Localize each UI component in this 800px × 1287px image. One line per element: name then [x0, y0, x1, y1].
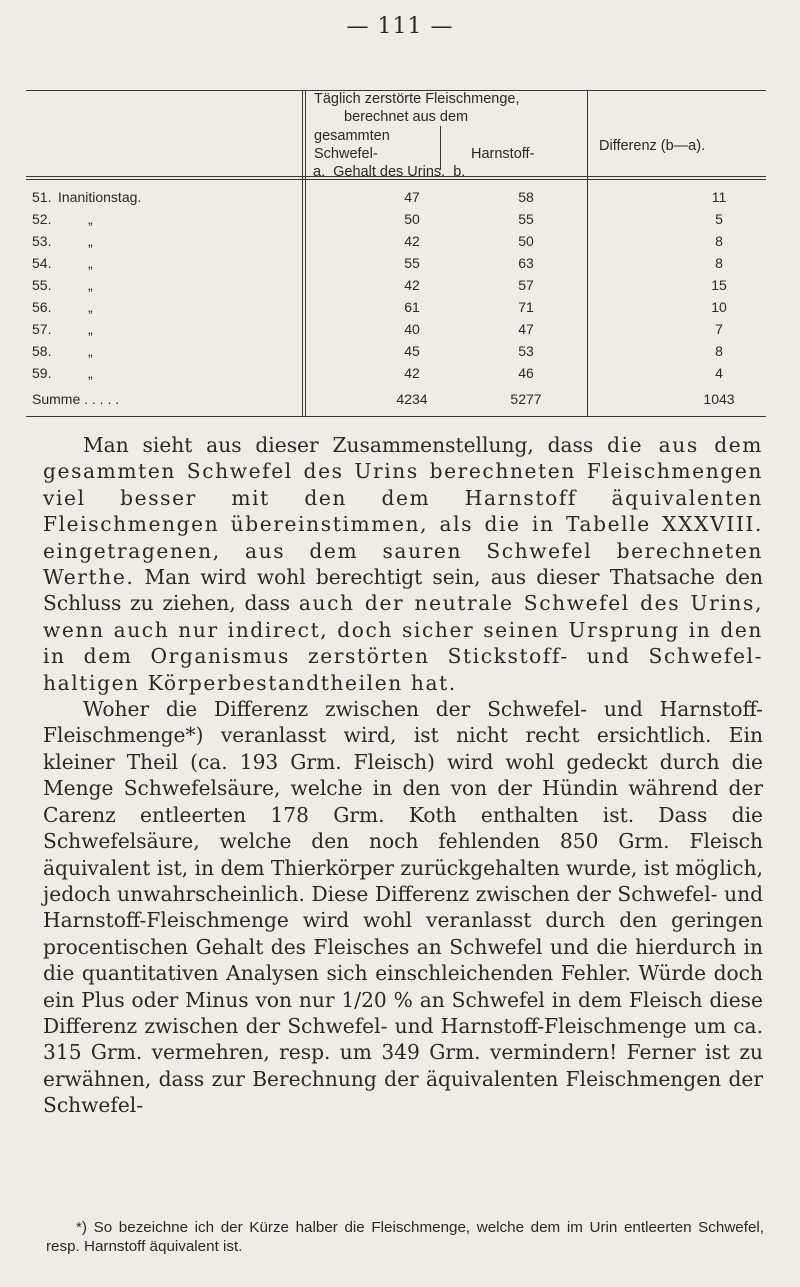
table-row	[26, 211, 766, 233]
table-row	[26, 365, 766, 387]
row-number: 59.	[32, 365, 52, 381]
cell-sulfur: 40	[404, 321, 420, 337]
row-number: 58.	[32, 343, 52, 359]
header-group-line1: Täglich zerstörte Fleischmenge,	[314, 91, 520, 107]
table-row	[26, 321, 766, 343]
cell-urea: 53	[518, 343, 534, 359]
cell-sulfur: 61	[404, 299, 420, 315]
cell-sulfur: 42	[404, 277, 420, 293]
row-label: „	[88, 255, 93, 271]
row-label: „	[88, 277, 93, 293]
row-label: „	[88, 343, 93, 359]
table-row	[26, 255, 766, 277]
cell-diff: 7	[715, 321, 723, 337]
table-bottom-rule	[26, 416, 766, 417]
row-label: „	[88, 299, 93, 315]
cell-urea: 50	[518, 233, 534, 249]
cell-diff: 5	[715, 211, 723, 227]
header-col-diff: Differenz (b—a).	[599, 138, 706, 154]
cell-sulfur: 50	[404, 211, 420, 227]
table-row	[26, 343, 766, 365]
row-number: 53.	[32, 233, 52, 249]
row-number: 56.	[32, 299, 52, 315]
row-label: „	[88, 233, 93, 249]
body-text	[43, 432, 763, 1119]
cell-urea: 46	[518, 365, 534, 381]
header-group-line2: berechnet aus dem	[344, 109, 469, 125]
header-col-bottom: a. Gehalt des Urins. b.	[313, 164, 466, 180]
cell-sulfur: 47	[404, 189, 420, 205]
cell-urea: 58	[518, 189, 534, 205]
cell-diff: 10	[711, 299, 727, 315]
row-label: „	[88, 321, 93, 337]
cell-urea: 47	[518, 321, 534, 337]
header-col-a-line2: Schwefel-	[314, 146, 378, 162]
cell-diff: 8	[715, 255, 723, 271]
cell-sulfur: 45	[404, 343, 420, 359]
row-label: Inanitionstag.	[58, 189, 142, 205]
table-row	[26, 299, 766, 321]
table-row	[26, 233, 766, 255]
cell-diff: 8	[715, 233, 723, 249]
cell-sulfur: 55	[404, 255, 420, 271]
sum-diff: 1043	[703, 391, 735, 407]
table-row	[26, 277, 766, 299]
sum-label: Summe . . . . .	[32, 391, 120, 407]
page-number: — 111 —	[346, 14, 454, 39]
cell-diff: 8	[715, 343, 723, 359]
row-number: 51.	[32, 189, 52, 205]
cell-urea: 55	[518, 211, 534, 227]
cell-diff: 15	[711, 277, 727, 293]
row-number: 54.	[32, 255, 52, 271]
footnote	[46, 1218, 764, 1256]
header-col-b: Harnstoff-	[471, 146, 535, 162]
cell-urea: 71	[518, 299, 534, 315]
emphasis-run: auch der neutrale Schwefel des Urins, wenn auch nur indirect, doch sicher seinen Ursprung in den in dem Organismus zerstörten Stickstoff- und Schwefel-haltigen Körperbestandtheilen hat.	[43, 591, 763, 695]
emphasis-run: die aus dem gesammten Schwefel des Urins berechneten Fleischmengen viel besser mit den dem Harnstoff äquivalenten Fleischmengen übereinstimmen, als die in Tabelle XXXVIII. eingetragenen, aus dem sauren Schwefel berechneten Werthe.	[43, 433, 764, 590]
row-label: „	[88, 211, 93, 227]
row-number: 55.	[32, 277, 52, 293]
paragraph-2: Woher die Differenz zwischen der Schwefel- und Harnstoff-Fleischmenge*) veranlasst wird, ist nicht recht ersichtlich. Ein kleiner Theil (ca. 193 Grm. Fleisch) wird wohl gedeckt durch die Menge Schwefelsäure, welche in den von der Hündin während der Carenz entleerten 178 Grm. Koth enthalten ist. Dass die Schwefelsäure, welche den noch fehlenden 850 Grm. Fleisch äquivalent ist, in dem Thierkörper zurückgehalten wurde, ist möglich, jedoch unwahrscheinlich. Diese Differenz zwischen der Schwefel- und Harnstoff-Fleischmenge wird wohl veranlasst durch den geringen procentischen Gehalt des Fleisches an Schwefel und die hierdurch in die quantitativen Analysen sich einschleichenden Fehler. Würde doch ein Plus oder Minus von nur 1/20 % an Schwefel in dem Fleisch diese Differenz zwischen der Schwefel- und Harnstoff-Fleischmenge um ca. 315 Grm. vermehren, resp. um 349 Grm. vermindern! Ferner ist zu erwähnen, dass zur Berechnung der äquivalenten Fleischmengen der Schwefel-	[43, 697, 763, 1118]
row-number: 52.	[32, 211, 52, 227]
cell-diff: 4	[715, 365, 723, 381]
sum-sulfur: 4234	[396, 391, 428, 407]
table-row	[26, 189, 766, 211]
data-table	[26, 80, 766, 420]
row-label: „	[88, 365, 93, 381]
cell-urea: 63	[518, 255, 534, 271]
cell-urea: 57	[518, 277, 534, 293]
header-col-a-line1: gesammten	[314, 128, 390, 144]
footnote-text: *) So bezeichne ich der Kürze halber die Fleischmenge, welche dem im Urin entleerten Schwefel, resp. Harnstoff äquivalent ist.	[46, 1219, 764, 1255]
sum-urea: 5277	[510, 391, 542, 407]
row-number: 57.	[32, 321, 52, 337]
cell-sulfur: 42	[404, 233, 420, 249]
text-run: Man sieht aus dieser Zusammenstellung, dass	[83, 433, 608, 457]
cell-sulfur: 42	[404, 365, 420, 381]
table-sum-row	[26, 391, 766, 413]
paragraph-1	[43, 432, 763, 696]
text-run: Man wird wohl berechtigt sein, aus dieser Thatsache den Schluss zu ziehen, dass	[43, 565, 763, 616]
cell-diff: 11	[711, 189, 727, 205]
